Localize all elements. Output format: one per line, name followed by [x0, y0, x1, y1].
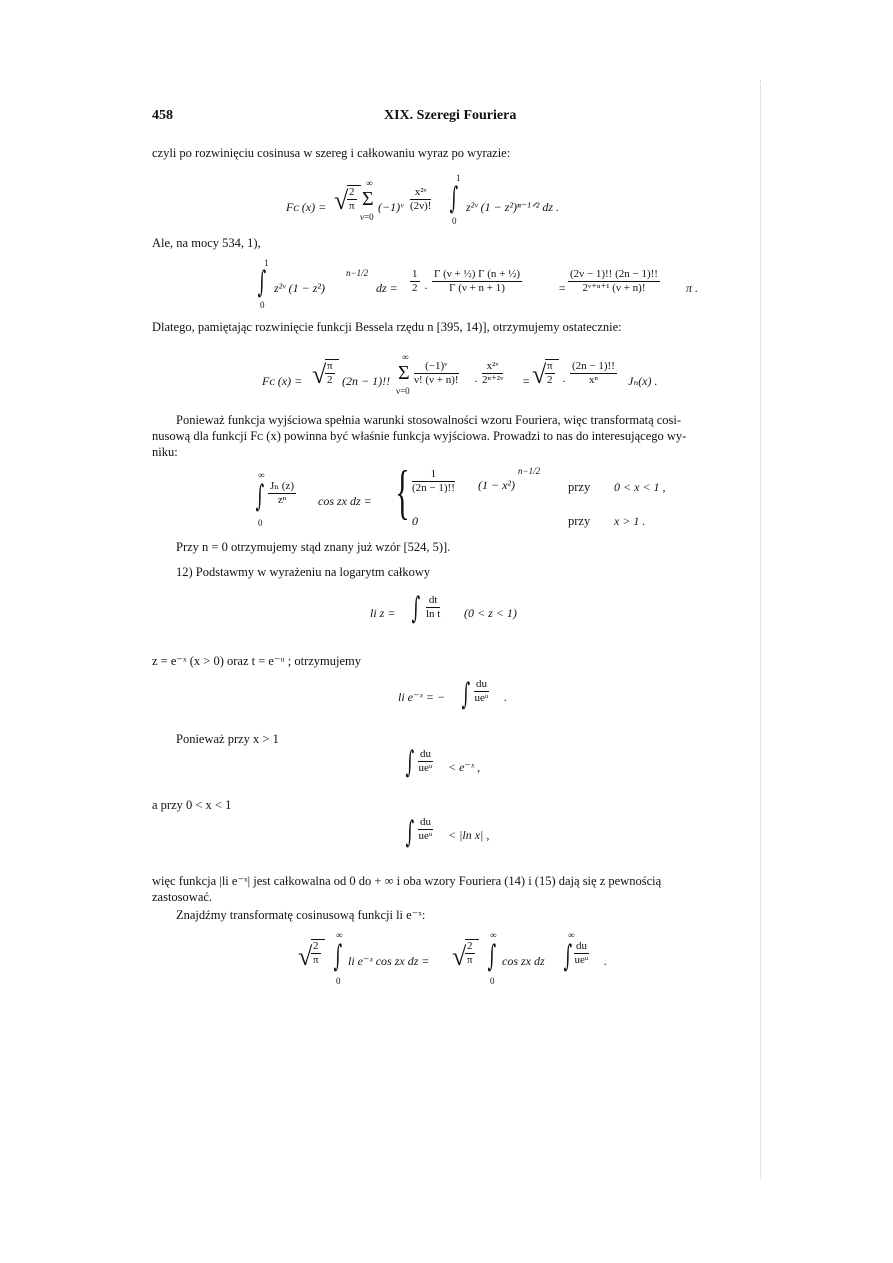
f3-frac2-num: x²ᵛ — [482, 360, 503, 374]
f8-frac — [418, 816, 433, 843]
f1-int-bottom: 0 — [452, 216, 457, 226]
f4-cos: cos zx dz = — [318, 494, 372, 508]
sqrt-symbol: √ — [532, 360, 547, 389]
f1-frac — [410, 186, 431, 213]
f3-frac-1 — [414, 360, 459, 387]
f9-sqrt-num: 2 — [313, 940, 319, 952]
f9-sqrt2-num: 2 — [467, 940, 473, 952]
f1-sum-symbol: Σ — [362, 188, 374, 210]
chapter-title: XIX. Szeregi Fouriera — [384, 108, 517, 123]
sqrt-symbol: √ — [452, 942, 467, 971]
f3-fact: (2n − 1)!! — [342, 374, 391, 388]
paragraph-10-line-2: zastosować. — [152, 890, 213, 904]
f3-frac1-den: ν! (ν + n)! — [414, 374, 459, 386]
f3-frac-2 — [482, 360, 503, 387]
f1-frac-num: x²ᵛ — [410, 186, 431, 200]
f2-pi: π . — [686, 281, 699, 295]
f1-sum-top: ∞ — [366, 178, 373, 188]
f8-frac-num: du — [420, 816, 431, 828]
f4-case1-num: 1 — [412, 468, 455, 482]
f2-gamma-num: Γ (ν + ½) Γ (n + ½) — [434, 268, 521, 280]
f2-gamma-frac — [432, 268, 522, 295]
f3-sqrt-frac — [325, 360, 335, 387]
f2-fact-den: 2ᵛ⁺ⁿ⁺¹ (ν + n)! — [582, 282, 646, 294]
left-brace: { — [395, 459, 410, 525]
f5-frac — [426, 594, 440, 621]
sqrt-symbol: √ — [334, 186, 349, 215]
f9-int1-top: ∞ — [336, 930, 343, 940]
f3-sqrt-den: 2 — [327, 374, 333, 386]
scan-edge-mark — [760, 80, 761, 1180]
f6-lhs: li e⁻ˣ = − — [398, 690, 445, 704]
f9-sqrt-frac — [311, 940, 321, 967]
f3-frac3-num: (2n − 1)!! — [572, 360, 615, 372]
f9-frac — [574, 940, 589, 967]
f9-frac-den: ueᵘ — [574, 954, 589, 966]
f6-frac — [474, 678, 489, 705]
f3-frac3-den: xⁿ — [588, 374, 598, 386]
f2-int-top: 1 — [264, 258, 269, 268]
f3-sqrt2-den: 2 — [547, 374, 553, 386]
f7-rhs: < e⁻ˣ , — [448, 760, 481, 774]
f4-int-bottom: 0 — [258, 518, 263, 528]
f3-lhs: Fᴄ (x) = — [262, 374, 303, 388]
f2-fact-num: (2ν − 1)!! (2n − 1)!! — [570, 268, 658, 280]
page-number: 458 — [152, 108, 173, 123]
paragraph-3: Dlatego, pamiętając rozwinięcie funkcji Bessela rzędu n [395, 14)], otrzymujemy ostatecznie: — [152, 320, 622, 334]
f5-frac-num: dt — [426, 594, 440, 608]
integral-symbol: ∫ — [449, 181, 459, 216]
f4-case1-przy: przy — [568, 480, 591, 494]
paragraph-4-line-2: nusową dla funkcji Fᴄ (x) powinna być właśnie funkcja wyjściowa. Prowadzi to nas do interesującego wy- — [152, 429, 687, 443]
f1-integrand: z²ᵛ (1 − z²)ⁿ⁻¹ᐟ² dz . — [466, 200, 560, 214]
f3-sqrt2-frac — [545, 360, 555, 387]
f5-lhs: li z = — [370, 606, 396, 620]
sqrt-symbol: √ — [312, 360, 327, 389]
f5-frac-den: ln t — [426, 608, 441, 620]
f2-equals: = — [558, 281, 567, 295]
integral-symbol: ∫ — [563, 939, 573, 974]
integral-symbol: ∫ — [461, 677, 471, 712]
f6-end: . — [504, 690, 507, 704]
sqrt-overline — [325, 359, 339, 360]
f9-end: . — [604, 954, 607, 968]
f2-exponent: n−1/2 — [346, 268, 369, 278]
f7-frac-den: ueᵘ — [418, 762, 433, 774]
f3-frac1-num: (−1)ᵛ — [414, 360, 459, 374]
f2-gamma-den: Γ (ν + n + 1) — [449, 282, 505, 294]
f2-half — [410, 268, 420, 295]
paragraph-7: z = e⁻ˣ (x > 0) oraz t = e⁻ᵘ ; otrzymujemy — [152, 654, 362, 668]
f6-frac-num: du — [476, 678, 487, 690]
f4-frac-num: Jₙ (z) — [270, 480, 294, 492]
sqrt-symbol: √ — [298, 942, 313, 971]
f4-case2-condition: x > 1 . — [614, 514, 646, 528]
f3-sum-bottom: ν=0 — [396, 386, 410, 396]
paragraph-11: Znajdźmy transformatę cosinusową funkcji li e⁻ˣ: — [176, 908, 426, 922]
f2-int-bottom: 0 — [260, 300, 265, 310]
f1-int-top: 1 — [456, 173, 461, 183]
f9-body: li e⁻ˣ cos zx dz = — [348, 954, 430, 968]
integral-symbol: ∫ — [257, 265, 267, 300]
f3-sum-symbol: Σ — [398, 362, 410, 384]
integral-symbol: ∫ — [333, 939, 343, 974]
f2-fact-frac — [568, 268, 660, 295]
f3-dot: · — [474, 374, 478, 388]
f3-frac-3 — [570, 360, 617, 387]
f9-int1-bottom: 0 — [336, 976, 341, 986]
f7-frac — [418, 748, 433, 775]
f1-sqrt-den: π — [348, 200, 355, 212]
paragraph-8: Ponieważ przy x > 1 — [176, 732, 279, 746]
f4-case1-den: (2n − 1)!! — [412, 482, 455, 494]
f4-case1-frac — [412, 468, 455, 495]
sqrt-overline — [347, 185, 361, 186]
f1-lhs: Fᴄ (x) = — [286, 200, 327, 214]
integral-symbol: ∫ — [405, 815, 415, 850]
f4-case1-rest: (1 − x²) — [478, 478, 516, 492]
f9-body2: cos zx dz — [502, 954, 545, 968]
f1-sign: (−1)ᵛ — [378, 200, 404, 214]
paragraph-5: Przy n = 0 otrzymujemy stąd znany już wzór [524, 5)]. — [176, 540, 451, 554]
f9-int3-top: ∞ — [568, 930, 575, 940]
sqrt-overline — [545, 359, 559, 360]
f2-dot: · — [424, 281, 428, 295]
f4-int-top: ∞ — [258, 470, 265, 480]
integral-symbol: ∫ — [411, 591, 421, 626]
f8-rhs: < |ln x| , — [448, 828, 490, 842]
f9-sqrt2-frac — [465, 940, 475, 967]
f3-equals: = — [522, 374, 531, 388]
f4-frac — [268, 480, 296, 507]
f9-frac-num: du — [576, 940, 587, 952]
f4-case2-przy: przy — [568, 514, 591, 528]
paragraph-4-line-1: Ponieważ funkcja wyjściowa spełnia warunki stosowalności wzoru Fouriera, więc transformatą cosi- — [176, 413, 682, 427]
f2-half-den: 2 — [412, 282, 418, 294]
integral-symbol: ∫ — [255, 479, 265, 514]
f5-condition: (0 < z < 1) — [464, 606, 517, 620]
sqrt-overline — [465, 939, 479, 940]
f3-sqrt-num: π — [327, 360, 333, 372]
f3-frac2-den: 2ⁿ⁺²ᵛ — [482, 374, 504, 386]
f2-half-num: 1 — [412, 268, 418, 280]
paragraph-9: a przy 0 < x < 1 — [152, 798, 232, 812]
f1-frac-den: (2ν)! — [410, 200, 432, 212]
paragraph-2: Ale, na mocy 534, 1), — [152, 236, 261, 250]
f3-bessel: Jₙ(x) . — [628, 374, 658, 388]
f4-frac-den: zⁿ — [277, 494, 287, 506]
f3-dot-2: · — [562, 374, 566, 388]
f1-sqrt-num: 2 — [349, 186, 355, 198]
f9-int2-bottom: 0 — [490, 976, 495, 986]
f6-frac-den: ueᵘ — [474, 692, 489, 704]
sqrt-overline — [311, 939, 325, 940]
f1-sum-bottom: ν=0 — [360, 212, 374, 222]
integral-symbol: ∫ — [405, 745, 415, 780]
f3-sqrt2-num: π — [547, 360, 553, 372]
f8-frac-den: ueᵘ — [418, 830, 433, 842]
paragraph-6: 12) Podstawmy w wyrażeniu na logarytm całkowy — [176, 565, 431, 579]
f3-sum-top: ∞ — [402, 352, 409, 362]
f9-int2-top: ∞ — [490, 930, 497, 940]
f4-case1-exponent: n−1/2 — [518, 466, 541, 476]
paragraph-10-line-1: więc funkcja |li e⁻ˣ| jest całkowalna od 0 do + ∞ i oba wzory Fouriera (14) i (15) dają się z pewnością — [152, 874, 662, 888]
f4-case2-value: 0 — [412, 514, 418, 528]
paragraph-4-line-3: niku: — [152, 445, 178, 459]
f4-case1-condition: 0 < x < 1 , — [614, 480, 666, 494]
f9-sqrt2-den: π — [466, 954, 473, 966]
f7-frac-num: du — [420, 748, 431, 760]
f1-sqrt-frac — [347, 186, 357, 213]
f9-sqrt-den: π — [312, 954, 319, 966]
f2-integrand: z²ᵛ (1 − z²) — [274, 281, 325, 295]
integral-symbol: ∫ — [487, 939, 497, 974]
paragraph-1: czyli po rozwinięciu cosinusa w szereg i całkowaniu wyraz po wyrazie: — [152, 146, 511, 160]
f2-dz: dz = — [376, 281, 398, 295]
